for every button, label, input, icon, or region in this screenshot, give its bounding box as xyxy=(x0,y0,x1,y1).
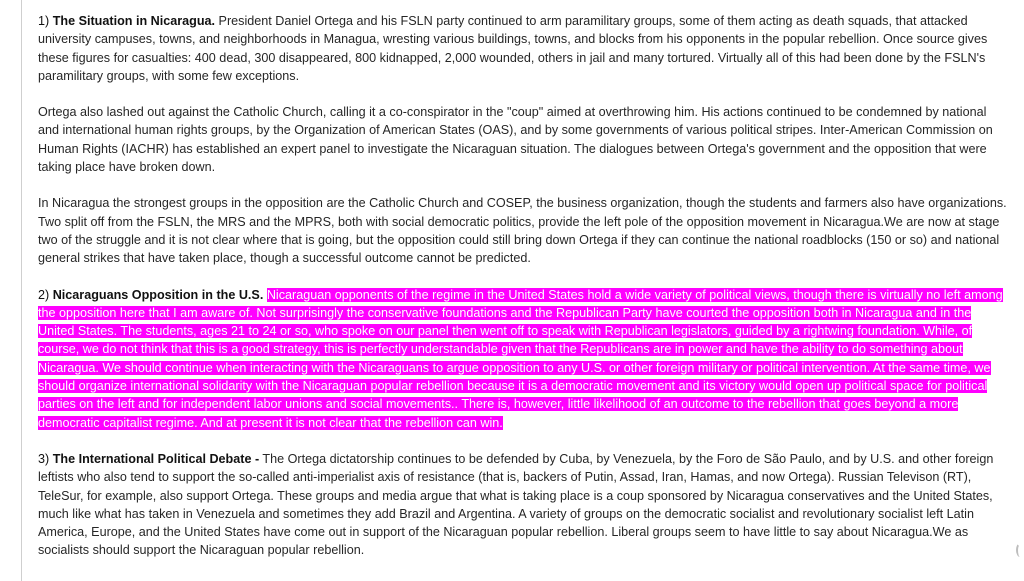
section-heading: The Situation in Nicaragua. xyxy=(52,14,216,28)
section-number: 1) xyxy=(38,14,50,28)
paragraph-opposition-groups xyxy=(38,194,1010,267)
page-left-border xyxy=(21,0,22,581)
section-situation-nicaragua xyxy=(38,12,1010,85)
article-body xyxy=(38,12,1010,578)
paragraph-text: Ortega also lashed out against the Catholic Church, calling it a co-conspirator in the "coup" aimed at overthrowing him. His actions continued to be condemned by national and international human rights groups, by the Organization of American States (OAS), and by some governments of various political stripes. Inter-American Commission on Human Rights (IACHR) has established an expert panel to investigate the Nicaraguan situation. The dialogues between Ortega's government and the opposition that were taking place have broken down. xyxy=(38,105,993,175)
section-number: 3) xyxy=(38,451,50,466)
highlighted-selection[interactable]: Nicaraguan opponents of the regime in the United States hold a wide variety of political views, though there is virtually no left among the opposition here that I am aware of. Not surprisingly the conservative foundations and the Republican Party have courted the opposition both in Nicaragua and in the United States. The students, ages 21 to 24 or so, who spoke on our panel then went off to speak with Republican legislators, guided by a rightwing foundation. While, of course, we do not think that this is a good strategy, this is perfectly understandable given that the Republicans are in power and have the ability to do something about Nicaragua. We should continue when interacting with the Nicaraguans to argue opposition to any U.S. or other foreign military or political intervention. At the same time, we should organize international solidarity with the Nicaraguan popular rebellion because it is a democratic movement and its victory would open up political space for political parties on the left and for independent labor unions and social movements.. There is, however, little likelihood of an outcome to the rebellion that goes beyond a more democratic capitalist regime. And at present it is not clear that the rebellion can win. xyxy=(38,287,1003,430)
paragraph-catholic-church xyxy=(38,103,1010,176)
section-opposition-us xyxy=(38,286,1010,432)
section-text: President Daniel Ortega and his FSLN party continued to arm paramilitary groups, some of them acting as death squads, that attacked university campuses, towns, and neighborhoods in Managua, wresting various buildings, towns, and blocks from his opponents in the popular rebellion. Once source gives these figures for casualties: 400 dead, 300 disappeared, 800 kidnapped, 2,000 wounded, others in jail and many tortured. Virtually all of this had been done by the FSLN's paramilitary groups, with some few exceptions. xyxy=(38,14,988,83)
section-international-debate xyxy=(38,450,1010,560)
section-heading: The International Political Debate - xyxy=(52,451,260,466)
section-number: 2) xyxy=(38,287,50,302)
section-heading: Nicaraguans Opposition in the U.S. xyxy=(52,287,264,302)
section-text: The Ortega dictatorship continues to be defended by Cuba, by Venezuela, by the Foro de São Paulo, and by U.S. and other foreign leftists who also tend to support the so-called anti-imperialist axis of resistance (that is, backers of Putin, Assad, Iran, Hamas, and now Ortega). Russian Televison (RT), TeleSur, for example, also support Ortega. These groups and media argue that what is taking place is a coup sponsored by Nicaragua conservatives and the United States, much like what has taken in Venezuela and sometimes they add Brazil and Argentina. A variety of groups on the democratic socialist and revolutionary socialist left Latin America, Europe, and the United States have come out in support of the Nicaraguan popular rebellion. Liberal groups seem to have little to say about Nicaragua.We as socialists should support the Nicaraguan popular rebellion. xyxy=(38,451,994,558)
scroll-indicator-icon[interactable] xyxy=(1016,543,1024,557)
paragraph-text: In Nicaragua the strongest groups in the opposition are the Catholic Church and COSEP, the business organization, though the students and farmers also have organizations. Two split off from the FSLN, the MRS and the MPRS, both with social democratic politics, provide the left pole of the opposition movement in Nicaragua.We are now at stage two of the struggle and it is not clear where that is going, but the opposition could still bring down Ortega if they can continue the national roadblocks (150 or so) and national general strikes that have taken place, though a successful outcome cannot be predicted. xyxy=(38,196,1007,266)
